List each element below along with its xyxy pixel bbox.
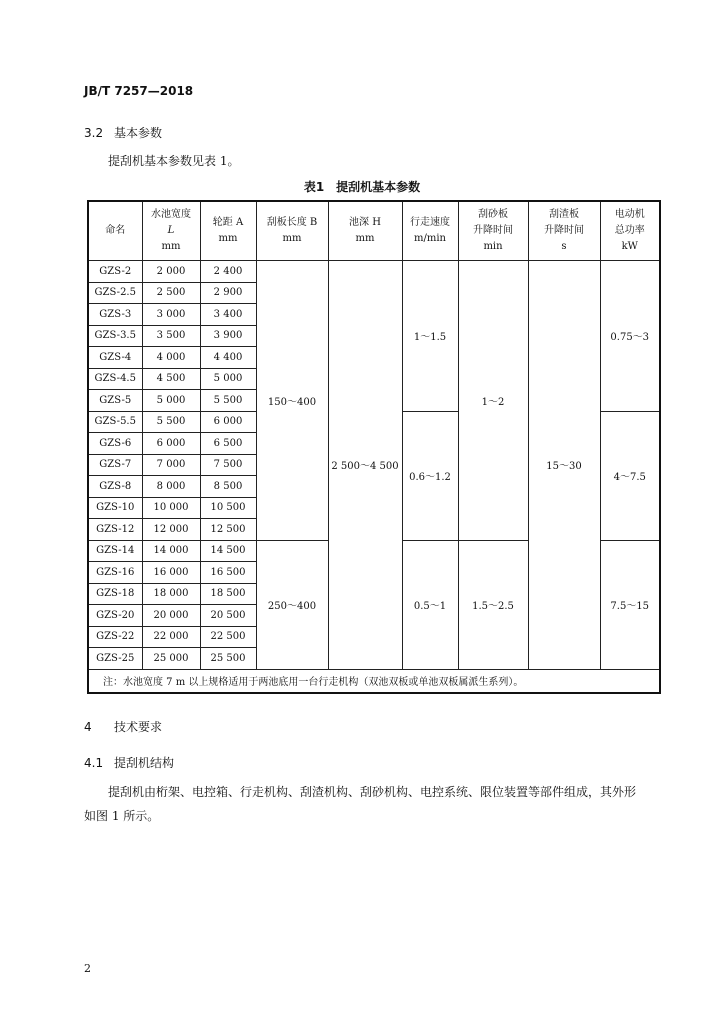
cell-model: GZS-5.5 (88, 411, 142, 433)
cell-sand-lift-time-2: 1.5～2.5 (458, 540, 528, 669)
cell-wheelbase: 7 500 (200, 454, 256, 476)
cell-width: 12 000 (142, 519, 200, 541)
section-title: 基本参数 (114, 126, 163, 140)
table-note-row (88, 669, 660, 693)
cell-wheelbase: 2 400 (200, 261, 256, 283)
cell-wheelbase: 18 500 (200, 583, 256, 605)
header-name: 命名 (88, 201, 142, 261)
cell-width: 2 000 (142, 261, 200, 283)
cell-width: 8 000 (142, 476, 200, 498)
cell-wheelbase: 14 500 (200, 540, 256, 562)
cell-wheelbase: 6 000 (200, 411, 256, 433)
cell-motor-power-1: 0.75～3 (600, 261, 660, 412)
table-note: 注：水池宽度 7 m 以上规格适用于两池底用一台行走机构（双池双板或单池双板属派生系列）。 (88, 669, 660, 693)
cell-model: GZS-20 (88, 605, 142, 627)
cell-model: GZS-7 (88, 454, 142, 476)
page-number: 2 (84, 962, 91, 975)
cell-pool-depth: 2 500～4 500 (328, 261, 402, 670)
cell-wheelbase: 12 500 (200, 519, 256, 541)
header-wheelbase: 轮距 A mm (200, 201, 256, 261)
section-number: 4.1 (84, 756, 104, 770)
cell-width: 14 000 (142, 540, 200, 562)
cell-model: GZS-4 (88, 347, 142, 369)
section-3-2-heading (84, 124, 162, 141)
body-paragraph: 提刮机由桁架、电控箱、行走机构、刮渣机构、刮砂机构、电控系统、限位装置等部件组成，其外形如图 1 所示。 (84, 785, 637, 823)
cell-model: GZS-3 (88, 304, 142, 326)
cell-model: GZS-25 (88, 648, 142, 670)
cell-model: GZS-16 (88, 562, 142, 584)
cell-width: 4 500 (142, 368, 200, 390)
section-4-heading (84, 718, 162, 735)
cell-model: GZS-22 (88, 626, 142, 648)
cell-width: 3 000 (142, 304, 200, 326)
intro-paragraph: 提刮机基本参数见表 1。 (108, 154, 240, 168)
cell-model: GZS-3.5 (88, 325, 142, 347)
cell-model: GZS-5 (88, 390, 142, 412)
cell-wheelbase: 5 000 (200, 368, 256, 390)
cell-model: GZS-18 (88, 583, 142, 605)
cell-width: 18 000 (142, 583, 200, 605)
section-number: 3.2 (84, 126, 104, 140)
cell-model: GZS-10 (88, 497, 142, 519)
cell-width: 5 500 (142, 411, 200, 433)
cell-motor-power-2: 4～7.5 (600, 411, 660, 540)
document-header: JB/T 7257—2018 (84, 84, 194, 98)
parameters-table (87, 200, 661, 694)
cell-model: GZS-2.5 (88, 282, 142, 304)
section-title: 提刮机结构 (114, 756, 175, 770)
cell-model: GZS-12 (88, 519, 142, 541)
cell-wheelbase: 8 500 (200, 476, 256, 498)
section-4-1-heading (84, 754, 174, 771)
table-row (88, 261, 660, 283)
cell-wheelbase: 2 900 (200, 282, 256, 304)
cell-width: 10 000 (142, 497, 200, 519)
cell-wheelbase: 10 500 (200, 497, 256, 519)
cell-width: 22 000 (142, 626, 200, 648)
cell-travel-speed-3: 0.5～1 (402, 540, 458, 669)
header-sand-lift-time: 刮砂板 升降时间 min (458, 201, 528, 261)
cell-model: GZS-2 (88, 261, 142, 283)
table-caption: 表1 提刮机基本参数 (303, 180, 421, 194)
cell-width: 5 000 (142, 390, 200, 412)
cell-travel-speed-2: 0.6～1.2 (402, 411, 458, 540)
cell-model: GZS-4.5 (88, 368, 142, 390)
cell-width: 7 000 (142, 454, 200, 476)
section-title: 技术要求 (114, 720, 163, 734)
cell-travel-speed-1: 1～1.5 (402, 261, 458, 412)
header-blade-length: 刮板长度 B mm (256, 201, 328, 261)
section-number: 4 (84, 720, 92, 734)
cell-model: GZS-14 (88, 540, 142, 562)
cell-blade-length-2: 250～400 (256, 540, 328, 669)
table-header-row (88, 201, 660, 261)
cell-motor-power-3: 7.5～15 (600, 540, 660, 669)
cell-width: 3 500 (142, 325, 200, 347)
cell-wheelbase: 25 500 (200, 648, 256, 670)
cell-wheelbase: 22 500 (200, 626, 256, 648)
header-pool-depth: 池深 H mm (328, 201, 402, 261)
cell-wheelbase: 16 500 (200, 562, 256, 584)
cell-scum-lift-time: 15～30 (528, 261, 600, 670)
cell-width: 2 500 (142, 282, 200, 304)
cell-width: 4 000 (142, 347, 200, 369)
cell-wheelbase: 3 900 (200, 325, 256, 347)
cell-wheelbase: 3 400 (200, 304, 256, 326)
cell-wheelbase: 20 500 (200, 605, 256, 627)
cell-sand-lift-time-1: 1～2 (458, 261, 528, 541)
cell-model: GZS-6 (88, 433, 142, 455)
header-travel-speed: 行走速度 m/min (402, 201, 458, 261)
cell-width: 16 000 (142, 562, 200, 584)
cell-blade-length-1: 150～400 (256, 261, 328, 541)
cell-wheelbase: 5 500 (200, 390, 256, 412)
header-pool-width: 水池宽度 L mm (142, 201, 200, 261)
cell-width: 6 000 (142, 433, 200, 455)
header-motor-power: 电动机 总功率 kW (600, 201, 660, 261)
cell-wheelbase: 6 500 (200, 433, 256, 455)
cell-wheelbase: 4 400 (200, 347, 256, 369)
cell-model: GZS-8 (88, 476, 142, 498)
header-scum-lift-time: 刮渣板 升降时间 s (528, 201, 600, 261)
cell-width: 25 000 (142, 648, 200, 670)
cell-width: 20 000 (142, 605, 200, 627)
